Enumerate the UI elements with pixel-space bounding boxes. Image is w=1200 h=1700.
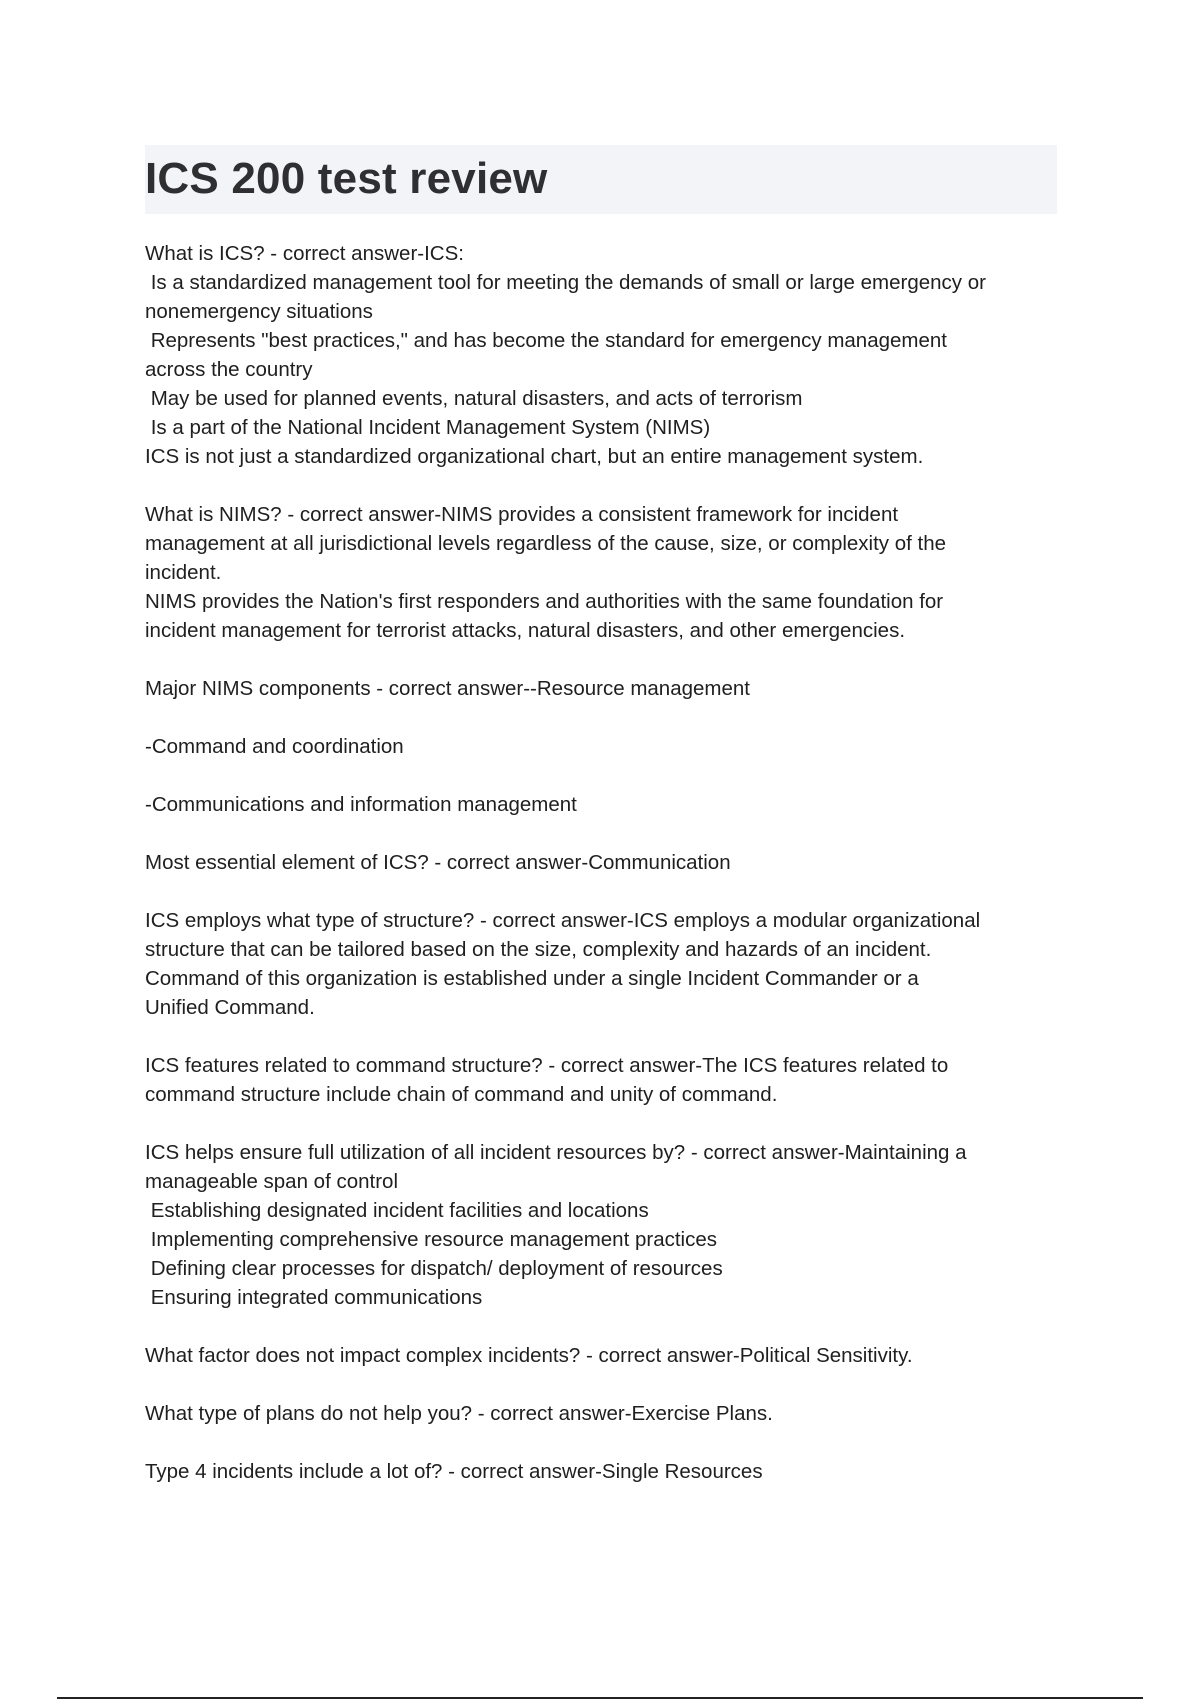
qa-line: Represents "best practices," and has become the standard for emergency management bbox=[145, 329, 947, 352]
qa-line: ICS features related to command structure? - correct answer-The ICS features related to bbox=[145, 1054, 949, 1077]
qa-line: Ensuring integrated communications bbox=[145, 1286, 483, 1309]
title-band bbox=[145, 145, 1057, 214]
qa-entry bbox=[145, 848, 1065, 877]
qa-line: Is a part of the National Incident Management System (NIMS) bbox=[145, 416, 711, 439]
qa-line: -Communications and information management bbox=[145, 793, 577, 816]
qa-line: ICS employs what type of structure? - correct answer-ICS employs a modular organizational bbox=[145, 909, 981, 932]
qa-entry bbox=[145, 1457, 1065, 1486]
qa-line: structure that can be tailored based on the size, complexity and hazards of an incident. bbox=[145, 938, 932, 961]
qa-entry bbox=[145, 1399, 1065, 1428]
qa-line: May be used for planned events, natural disasters, and acts of terrorism bbox=[145, 387, 803, 410]
qa-entry bbox=[145, 906, 1065, 1022]
qa-entry bbox=[145, 790, 1065, 819]
qa-line: What factor does not impact complex incidents? - correct answer-Political Sensitivity. bbox=[145, 1344, 913, 1367]
qa-entry bbox=[145, 1341, 1065, 1370]
qa-line: What is NIMS? - correct answer-NIMS provides a consistent framework for incident bbox=[145, 503, 899, 526]
qa-line: Establishing designated incident facilities and locations bbox=[145, 1199, 649, 1222]
qa-line: ICS helps ensure full utilization of all incident resources by? - correct answer-Maintaining a bbox=[145, 1141, 967, 1164]
qa-line: Command of this organization is established under a single Incident Commander or a bbox=[145, 967, 919, 990]
qa-content bbox=[145, 239, 1065, 1515]
qa-line: What is ICS? - correct answer-ICS: bbox=[145, 242, 464, 265]
qa-entry bbox=[145, 1051, 1065, 1109]
qa-line: incident. bbox=[145, 561, 222, 584]
qa-line: Type 4 incidents include a lot of? - correct answer-Single Resources bbox=[145, 1460, 763, 1483]
qa-entry bbox=[145, 500, 1065, 645]
qa-entry bbox=[145, 239, 1065, 471]
page-title: ICS 200 test review bbox=[145, 154, 548, 203]
qa-line: incident management for terrorist attacks, natural disasters, and other emergencies. bbox=[145, 619, 906, 642]
qa-line: -Command and coordination bbox=[145, 735, 404, 758]
footer-divider bbox=[57, 1697, 1143, 1699]
qa-line: Major NIMS components - correct answer--Resource management bbox=[145, 677, 750, 700]
qa-entry bbox=[145, 732, 1065, 761]
qa-line: What type of plans do not help you? - correct answer-Exercise Plans. bbox=[145, 1402, 773, 1425]
qa-line: NIMS provides the Nation's first responders and authorities with the same foundation for bbox=[145, 590, 944, 613]
qa-line: ICS is not just a standardized organizational chart, but an entire management system. bbox=[145, 445, 924, 468]
qa-line: Implementing comprehensive resource management practices bbox=[145, 1228, 718, 1251]
qa-line: manageable span of control bbox=[145, 1170, 399, 1193]
qa-line: Unified Command. bbox=[145, 996, 315, 1019]
qa-line: Is a standardized management tool for meeting the demands of small or large emergency or bbox=[145, 271, 986, 294]
qa-line: across the country bbox=[145, 358, 313, 381]
qa-line: Defining clear processes for dispatch/ deployment of resources bbox=[145, 1257, 723, 1280]
qa-entry bbox=[145, 1138, 1065, 1312]
qa-entry bbox=[145, 674, 1065, 703]
qa-line: Most essential element of ICS? - correct answer-Communication bbox=[145, 851, 731, 874]
qa-line: command structure include chain of command and unity of command. bbox=[145, 1083, 778, 1106]
qa-line: nonemergency situations bbox=[145, 300, 373, 323]
qa-line: management at all jurisdictional levels regardless of the cause, size, or complexity of the bbox=[145, 532, 947, 555]
